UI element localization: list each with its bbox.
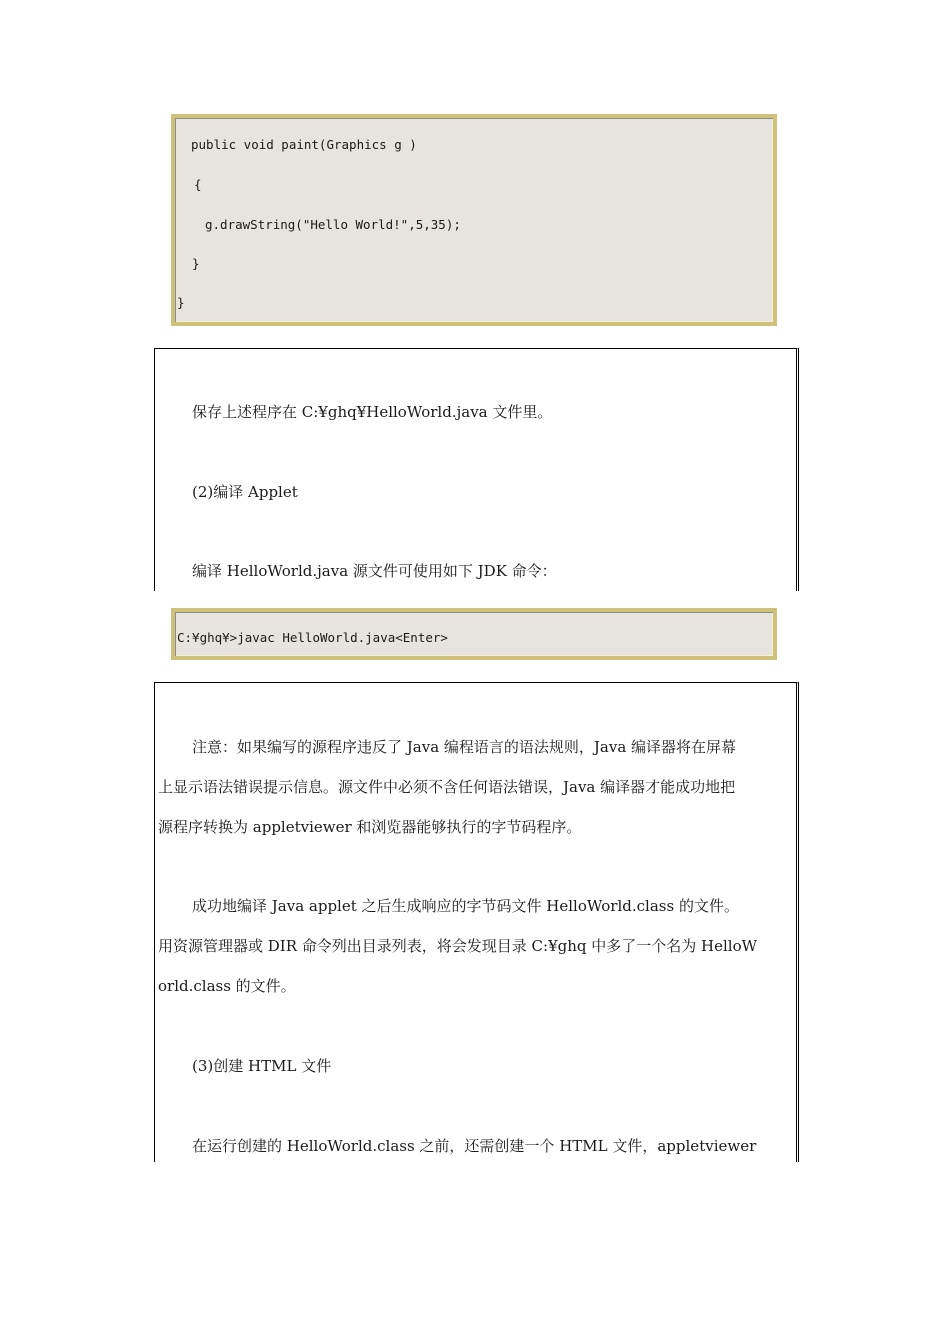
success-line-1: 成功地编译 Java applet 之后生成响应的字节码文件 HelloWorld.class 的文件。 (192, 897, 739, 915)
text-panel-save-compile (154, 348, 799, 591)
code-line: g.drawString("Hello World!",5,35); (205, 217, 461, 232)
code-line: } (192, 256, 200, 271)
code-line: C:¥ghq¥>javac HelloWorld.java<Enter> (177, 630, 448, 645)
paragraph-compile-command: 编译 HelloWorld.java 源文件可使用如下 JDK 命令： (192, 562, 557, 580)
success-line-3: orld.class 的文件。 (158, 977, 296, 995)
code-line: { (194, 177, 202, 192)
note-line-3: 源程序转换为 appletviewer 和浏览器能够执行的字节码程序。 (158, 818, 582, 836)
code-line: public void paint(Graphics g ) (191, 137, 417, 152)
heading-compile-applet: (2)编译 Applet (192, 483, 298, 501)
paragraph-before-run: 在运行创建的 HelloWorld.class 之前，还需创建一个 HTML 文件，appletviewer (192, 1137, 757, 1155)
note-line-2: 上显示语法错误提示信息。源文件中必须不含任何语法错误，Java 编译器才能成功地把 (158, 778, 736, 796)
code-block-javac-command (171, 608, 777, 660)
code-line: } (177, 295, 185, 310)
note-line-1: 注意：如果编写的源程序违反了 Java 编程语言的语法规则，Java 编译器将在屏幕 (192, 738, 737, 756)
text-panel-notes (154, 682, 799, 1162)
code-block-paint-method (171, 114, 777, 326)
paragraph-save-file: 保存上述程序在 C:¥ghq¥HelloWorld.java 文件里。 (192, 403, 553, 421)
success-line-2: 用资源管理器或 DIR 命令列出目录列表，将会发现目录 C:¥ghq 中多了一个名为 HelloW (158, 937, 758, 955)
heading-create-html: (3)创建 HTML 文件 (192, 1057, 332, 1075)
